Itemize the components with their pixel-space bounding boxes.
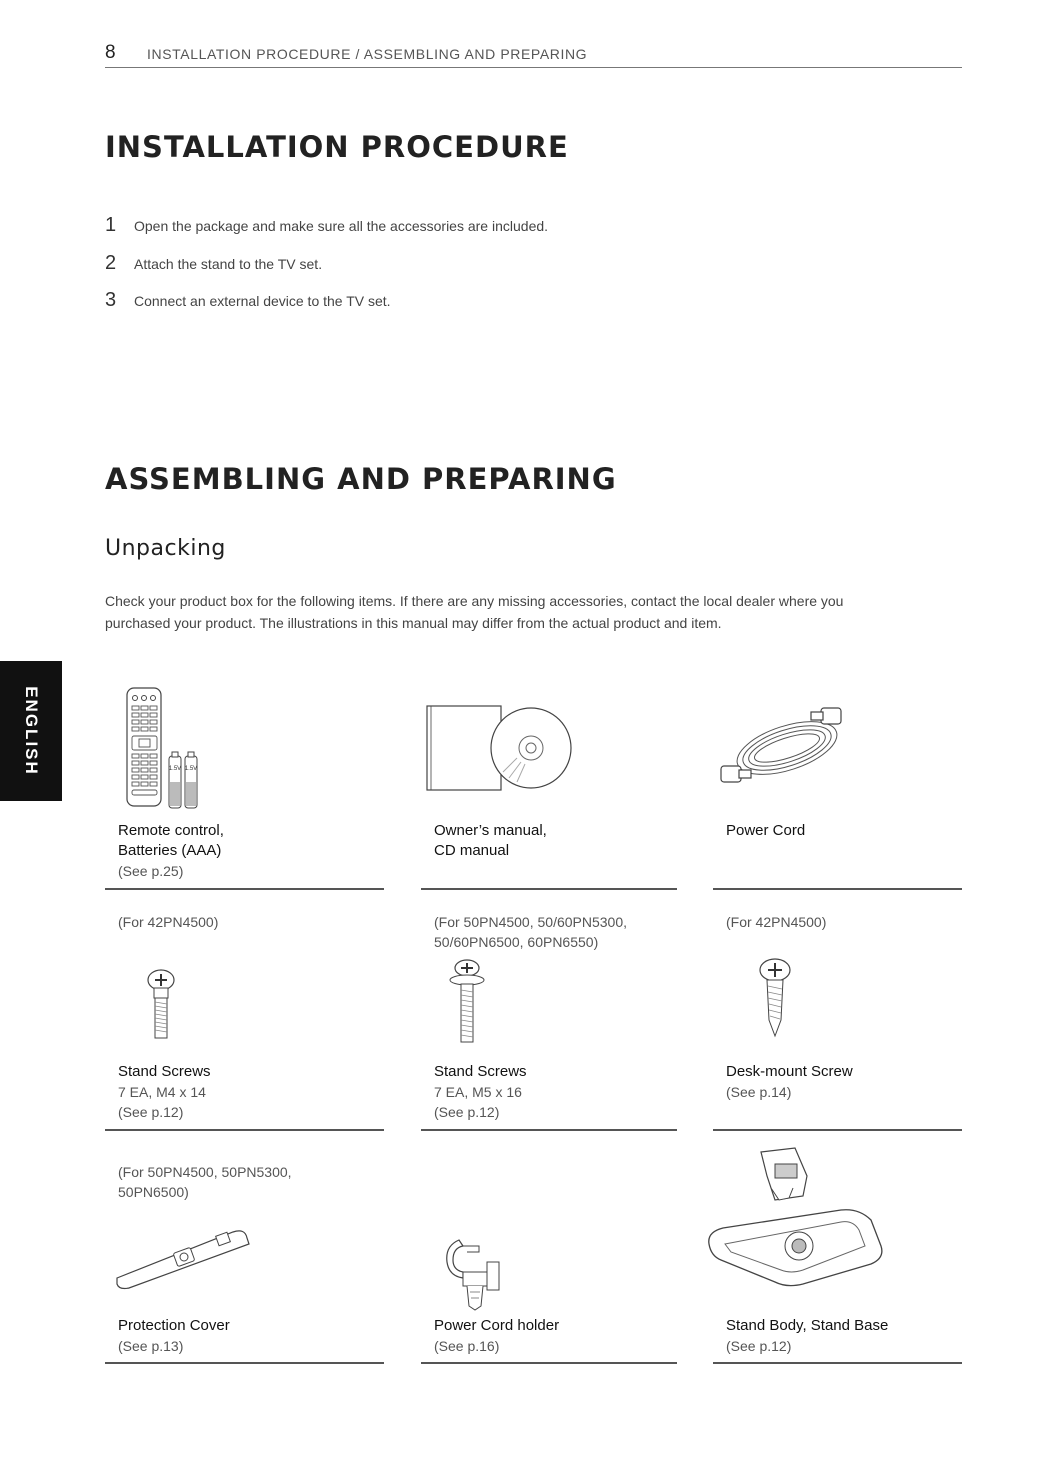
model-note: (For 42PN4500) [118, 914, 219, 930]
item-power-cord [713, 680, 962, 892]
model-line: (For 50PN4500, 50PN5300, [118, 1164, 292, 1180]
item-spec: 7 EA, M4 x 14 [118, 1084, 206, 1100]
item-spec: 7 EA, M5 x 16 [434, 1084, 522, 1100]
battery-label: 1.5V [168, 766, 182, 772]
item-name: Power Cord [726, 822, 806, 839]
step-text: Attach the stand to the TV set. [134, 256, 323, 272]
row-divider [421, 1129, 677, 1131]
item-name: Protection Cover [118, 1317, 230, 1334]
item-reference: (See p.12) [118, 1104, 184, 1120]
row-divider [105, 1129, 384, 1131]
item-reference: (See p.16) [434, 1338, 500, 1354]
item-name: Remote control, [118, 822, 224, 839]
row-divider [713, 1362, 962, 1364]
cord-holder-icon [439, 1232, 519, 1312]
page-number: 8 [105, 42, 116, 63]
screw-icon [143, 968, 183, 1044]
item-remote-control [105, 680, 384, 892]
item-power-cord-holder [421, 1162, 677, 1366]
model-note [434, 912, 627, 952]
power-cord-icon [707, 700, 857, 790]
intro-line: Check your product box for the following items. If there are any missing accessories, contact the local dealer where you [105, 593, 844, 609]
running-title: INSTALLATION PROCEDURE / ASSEMBLING AND PREPARING [147, 46, 588, 62]
item-desk-mount-screw [713, 912, 962, 1134]
row-divider [421, 1362, 677, 1364]
item-stand-screws-m5 [421, 912, 677, 1134]
remote-control-icon [123, 686, 223, 810]
language-label: ENGLISH [22, 686, 41, 776]
row-divider [105, 888, 384, 890]
row-divider [713, 888, 962, 890]
item-reference: (See p.12) [726, 1338, 792, 1354]
item-reference: (See p.13) [118, 1338, 184, 1354]
item-name: Desk-mount Screw [726, 1063, 853, 1080]
assembling-title: ASSEMBLING AND PREPARING [105, 462, 617, 496]
step-number: 3 [105, 289, 117, 311]
item-stand-body-base [713, 1140, 962, 1366]
item-name: Stand Screws [118, 1063, 211, 1080]
item-name: Stand Body, Stand Base [726, 1317, 889, 1334]
step-text: Open the package and make sure all the accessories are included. [134, 218, 549, 234]
step-number: 2 [105, 252, 117, 274]
row-divider [421, 888, 677, 890]
model-note [118, 1162, 292, 1202]
item-reference: (See p.14) [726, 1084, 792, 1100]
protection-cover-icon [113, 1220, 263, 1290]
battery-label: 1.5V [184, 766, 198, 772]
model-line: 50PN6500) [118, 1184, 189, 1200]
item-protection-cover [105, 1162, 384, 1366]
item-name: Batteries (AAA) [118, 842, 222, 859]
unpacking-subtitle: Unpacking [105, 536, 226, 561]
item-stand-screws-m4 [105, 912, 384, 1134]
item-name: Owner’s manual, [434, 822, 547, 839]
step-number: 1 [105, 214, 117, 236]
item-reference: (See p.12) [434, 1104, 500, 1120]
battery-icon [169, 752, 181, 808]
model-line: (For 50PN4500, 50/60PN5300, [434, 914, 628, 930]
model-line: 50/60PN6500, 60PN6550) [434, 934, 599, 950]
item-reference: (See p.25) [118, 863, 184, 879]
screw-icon [757, 958, 797, 1040]
intro-line: purchased your product. The illustrations in this manual may differ from the actual product and item. [105, 615, 722, 631]
item-name: CD manual [434, 842, 510, 859]
item-owners-manual [421, 680, 677, 892]
row-divider [713, 1129, 962, 1131]
unpacking-intro [105, 590, 965, 634]
step-text: Connect an external device to the TV set. [134, 293, 391, 309]
item-name: Power Cord holder [434, 1317, 560, 1334]
item-name: Stand Screws [434, 1063, 527, 1080]
language-side-tab [0, 661, 62, 801]
page-header [105, 40, 962, 68]
model-note: (For 42PN4500) [726, 914, 827, 930]
row-divider [105, 1362, 384, 1364]
screw-icon [447, 958, 487, 1046]
stand-icon [703, 1146, 893, 1288]
manual-cd-icon [425, 702, 575, 792]
installation-title: INSTALLATION PROCEDURE [105, 130, 569, 164]
